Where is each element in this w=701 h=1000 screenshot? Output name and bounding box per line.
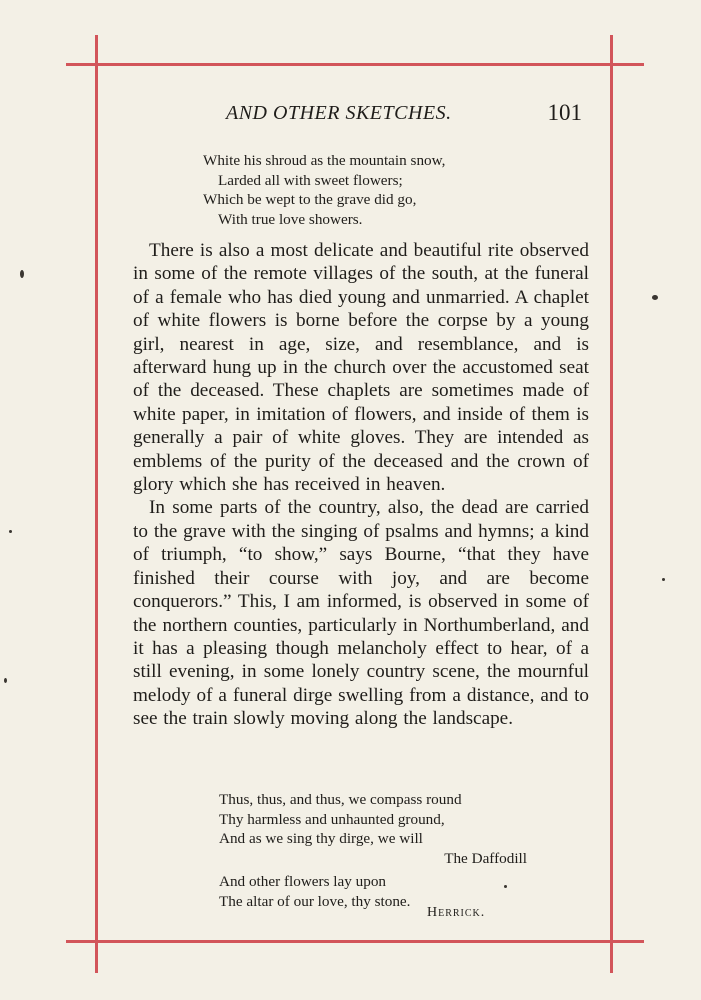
verse-bottom bbox=[219, 790, 529, 911]
running-head bbox=[130, 102, 582, 130]
attribution: Herrick. bbox=[427, 905, 486, 920]
ink-speck bbox=[20, 270, 24, 278]
running-title: AND OTHER SKETCHES. bbox=[226, 102, 452, 124]
top-border-rule bbox=[66, 63, 644, 66]
verse-top bbox=[203, 151, 445, 229]
right-border-rule bbox=[610, 35, 613, 973]
paragraph-chaplet-rite: There is also a most delicate and beautiful rite observed in some of the remote villages of the south, at the funeral of a female who has died young and unmarried. A chaplet of white flowers is borne before the corpse by a young girl, nearest in age, size, and resemblance, and is afterward hung up in the church over the accustomed seat of the deceased. These chaplets are sometimes made of white paper, in imitation of flowers, and inside of them is generally a pair of white gloves. They are intended as emblems of the purity of the deceased and the crown of glory which she has received in heaven. bbox=[133, 240, 589, 496]
verse-line: Thy harmless and unhaunted ground, bbox=[219, 810, 445, 828]
body-text bbox=[133, 239, 589, 731]
ink-speck bbox=[652, 295, 658, 300]
verse-line: And other flowers lay upon bbox=[219, 873, 387, 890]
verse-line: The altar of our love, thy stone. bbox=[219, 892, 411, 910]
ink-speck bbox=[9, 530, 12, 533]
left-border-rule bbox=[95, 35, 98, 973]
verse-line: Which be wept to the grave did go, bbox=[203, 191, 417, 208]
verse-line: Thus, thus, and thus, we compass round bbox=[219, 791, 462, 808]
verse-line: And as we sing thy dirge, we will bbox=[219, 830, 423, 847]
ink-speck bbox=[4, 678, 7, 683]
verse-line: The Daffodill bbox=[444, 849, 527, 867]
bottom-border-rule bbox=[66, 940, 644, 943]
verse-line: With true love showers. bbox=[218, 210, 363, 228]
paragraph-psalms: In some parts of the country, also, the dead are carried to the grave with the singing of psalms and hymns; a kind of triumph, “to show,” says Bourne, “that they have finished their course with joy, and are become conquerors.” This, I am informed, is observed in some of the northern counties, particularly in Northumberland, and it has a pleasing though melancholy effect to hear, of a still evening, in some lonely country scene, the mournful melody of a funeral dirge swelling from a distance, and to see the train slowly moving along the landscape. bbox=[133, 497, 589, 730]
page-number: 101 bbox=[547, 100, 582, 125]
verse-line: White his shroud as the mountain snow, bbox=[203, 152, 446, 169]
ink-speck bbox=[504, 885, 507, 888]
ink-speck bbox=[662, 578, 665, 581]
verse-line: Larded all with sweet flowers; bbox=[218, 171, 403, 189]
